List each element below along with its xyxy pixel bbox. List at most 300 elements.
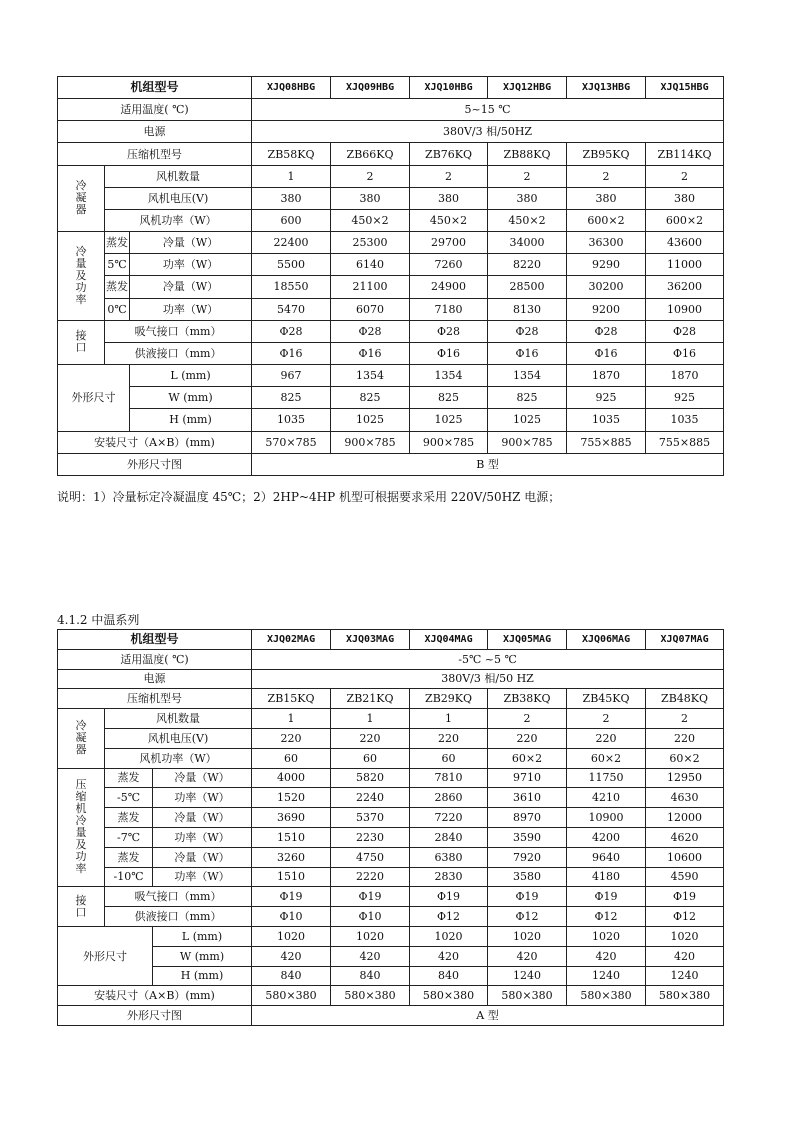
table-cell: 4210 [567,788,646,808]
table-cell: Φ16 [488,342,567,364]
table-cell: 1354 [410,365,488,387]
table-cell: 2 [646,165,724,187]
model-cell: XJQ10HBG [410,77,488,99]
row-label: 外形尺寸图 [58,453,252,475]
table-row [58,77,724,99]
row-label: 风机电压(V) [105,728,252,748]
table-row [58,232,724,254]
table-cell: 580×380 [646,986,724,1006]
model-cell: XJQ13HBG [567,77,646,99]
table-cell: 2830 [410,867,488,887]
table-cell: 840 [331,966,410,986]
table-cell: 220 [410,728,488,748]
table-cell: 36300 [567,232,646,254]
row-label: 冷量（W） [130,232,252,254]
table-cell: ZB29KQ [410,689,488,709]
table-cell: 380 [567,187,646,209]
model-cell: XJQ12HBG [488,77,567,99]
table-row [58,907,724,927]
port-group-label [58,320,105,364]
table-cell: Φ16 [646,342,724,364]
table-cell: 1 [331,709,410,729]
model-cell: XJQ08HBG [252,77,331,99]
table-cell: 60 [252,748,331,768]
evap-label: 蒸发 [105,808,153,828]
table-cell: 840 [252,966,331,986]
model-header: 机组型号 [58,77,252,99]
group-char: 率 [75,292,87,306]
table-row [58,453,724,475]
group-char: 及 [75,838,87,852]
table-cell: 420 [252,946,331,966]
group-char: 器 [75,203,87,217]
table-row [58,365,724,387]
table-cell: 2 [567,165,646,187]
group-char: 接 [75,893,87,907]
table-cell: Φ16 [410,342,488,364]
table-cell: 1240 [646,966,724,986]
table-cell: Φ16 [567,342,646,364]
table-cell: 220 [488,728,567,748]
group-char: 冷 [75,244,87,258]
table-cell: Φ28 [646,320,724,342]
table-cell: 5820 [331,768,410,788]
row-label: 冷量（W） [153,847,252,867]
table-row [58,165,724,187]
table-cell: 9200 [567,298,646,320]
table-cell: 1240 [567,966,646,986]
row-label: 安装尺寸（A×B）(mm) [58,431,252,453]
group-char: 及 [75,268,87,282]
table-row [58,827,724,847]
group-char: 凝 [75,731,87,745]
group-char: 冷 [75,814,87,828]
table-cell: Φ19 [331,887,410,907]
table-cell: 2860 [410,788,488,808]
table-row [58,966,724,986]
table-cell: 580×380 [488,986,567,1006]
table-cell: 570×785 [252,431,331,453]
table-cell: 420 [331,946,410,966]
table-row [58,649,724,669]
table-cell: ZB95KQ [567,143,646,165]
table-cell: ZB48KQ [646,689,724,709]
table-cell: 1025 [410,409,488,431]
table-cell: 7920 [488,847,567,867]
evap-temp: -10℃ [105,867,153,887]
table-cell: 580×380 [252,986,331,1006]
table-cell: 5370 [331,808,410,828]
group-char: 功 [75,850,87,864]
table-cell: 3580 [488,867,567,887]
evap-temp: -7℃ [105,827,153,847]
table-row [58,254,724,276]
table-cell: 2 [488,709,567,729]
table-cell: 1020 [410,926,488,946]
evap-label: 蒸发 [105,232,130,254]
condenser-group-label [58,709,105,768]
table-row [58,887,724,907]
table-row [58,431,724,453]
table-cell: 580×380 [567,986,646,1006]
table-cell: 925 [646,387,724,409]
drawing-value: A 型 [252,1006,724,1026]
table-cell: 1354 [488,365,567,387]
table-cell: 380 [488,187,567,209]
row-label: 功率（W） [153,867,252,887]
table-cell: 2840 [410,827,488,847]
table-cell: 580×380 [331,986,410,1006]
table-cell: 30200 [567,276,646,298]
table-cell: 450×2 [331,209,410,231]
table-cell: 2240 [331,788,410,808]
table-cell: 34000 [488,232,567,254]
table-cell: Φ28 [488,320,567,342]
table-cell: 10900 [646,298,724,320]
table-row [58,320,724,342]
table-cell: ZB15KQ [252,689,331,709]
table-cell: 2 [331,165,410,187]
row-label: 风机功率（W） [105,748,252,768]
row-label: 压缩机型号 [58,143,252,165]
table-cell: Φ19 [488,887,567,907]
table-cell: 3590 [488,827,567,847]
table-cell: 220 [331,728,410,748]
table-cell: 12000 [646,808,724,828]
table-row [58,867,724,887]
table-row [58,847,724,867]
table-cell: 1020 [567,926,646,946]
table-cell: 4620 [646,827,724,847]
row-label: 吸气接口（mm） [105,887,252,907]
table-cell: 380 [410,187,488,209]
table-cell: 8970 [488,808,567,828]
row-label: 功率（W） [130,254,252,276]
table-cell: 60×2 [488,748,567,768]
row-label: 风机数量 [105,709,252,729]
table-cell: 450×2 [488,209,567,231]
table-cell: ZB21KQ [331,689,410,709]
table-cell: 1520 [252,788,331,808]
table-cell: 1354 [331,365,410,387]
drawing-value: B 型 [252,453,724,475]
row-label: 冷量（W） [153,808,252,828]
table-cell: ZB58KQ [252,143,331,165]
table-cell: 840 [410,966,488,986]
table-cell: 5470 [252,298,331,320]
group-char: 压 [75,778,87,792]
table-cell: ZB66KQ [331,143,410,165]
group-char: 接 [75,329,87,343]
table-row [58,143,724,165]
table-cell: 1 [252,165,331,187]
table-cell: 755×885 [646,431,724,453]
group-char: 量 [75,826,87,840]
table-row [58,187,724,209]
table-row [58,342,724,364]
table-cell: 420 [410,946,488,966]
table-row [58,768,724,788]
table-cell: 3260 [252,847,331,867]
table-row [58,298,724,320]
table-row [58,1006,724,1026]
row-label: 电源 [58,669,252,689]
evap-label: 蒸发 [105,276,130,298]
table-cell: 220 [567,728,646,748]
table-cell: 7810 [410,768,488,788]
table-cell: 925 [567,387,646,409]
table-cell: 8130 [488,298,567,320]
table-row [58,121,724,143]
table-cell: 5500 [252,254,331,276]
port-group-label [58,887,105,927]
group-char: 冷 [75,719,87,733]
model-header: 机组型号 [58,630,252,650]
table-cell: 420 [488,946,567,966]
evap-temp: -5℃ [105,788,153,808]
table-cell: 28500 [488,276,567,298]
row-label: L (mm) [153,926,252,946]
power-value: 380V/3 相/50 HZ [252,669,724,689]
table-row [58,986,724,1006]
table-cell: 825 [252,387,331,409]
table-cell: 1240 [488,966,567,986]
row-label: H (mm) [153,966,252,986]
table-cell: 220 [252,728,331,748]
table-cell: 9640 [567,847,646,867]
table-cell: 600 [252,209,331,231]
table-cell: ZB76KQ [410,143,488,165]
table-cell: ZB88KQ [488,143,567,165]
table-cell: 4630 [646,788,724,808]
group-char: 凝 [75,191,87,205]
dims-group-label: 外形尺寸 [58,365,130,431]
table-cell: 1025 [488,409,567,431]
group-char: 器 [75,743,87,757]
table-cell: 7220 [410,808,488,828]
table-cell: 4750 [331,847,410,867]
table-cell: Φ16 [252,342,331,364]
row-label: H (mm) [130,409,252,431]
table-cell: 4200 [567,827,646,847]
table-cell: 1035 [567,409,646,431]
table-cell: 825 [331,387,410,409]
table-cell: 18550 [252,276,331,298]
table-cell: 3610 [488,788,567,808]
model-cell: XJQ09HBG [331,77,410,99]
table-cell: 900×785 [410,431,488,453]
table-cell: 6070 [331,298,410,320]
table-cell: 43600 [646,232,724,254]
model-cell: XJQ06MAG [567,630,646,650]
row-label: 适用温度( ℃) [58,649,252,669]
table-cell: 60 [331,748,410,768]
table-cell: 60×2 [646,748,724,768]
table-cell: Φ28 [410,320,488,342]
table-cell: 220 [646,728,724,748]
row-label: 电源 [58,121,252,143]
model-cell: XJQ15HBG [646,77,724,99]
model-cell: XJQ05MAG [488,630,567,650]
table-row [58,808,724,828]
row-label: W (mm) [130,387,252,409]
row-label: 压缩机型号 [58,689,252,709]
temp-value: -5℃ ~5 ℃ [252,649,724,669]
table-cell: 900×785 [488,431,567,453]
table-cell: 1035 [646,409,724,431]
evap-temp: 0℃ [105,298,130,320]
table-cell: ZB45KQ [567,689,646,709]
table-cell: 22400 [252,232,331,254]
row-label: 冷量（W） [153,768,252,788]
table-cell: Φ19 [567,887,646,907]
row-label: 功率（W） [130,298,252,320]
table-cell: 1 [410,709,488,729]
table-cell: 6380 [410,847,488,867]
model-cell: XJQ07MAG [646,630,724,650]
table-cell: 60 [410,748,488,768]
table-row [58,669,724,689]
table-cell: Φ28 [331,320,410,342]
table-row [58,728,724,748]
evap-temp: 5℃ [105,254,130,276]
group-char: 功 [75,280,87,294]
power-value: 380V/3 相/50HZ [252,121,724,143]
table-cell: 1870 [646,365,724,387]
table-row [58,788,724,808]
table-row [58,709,724,729]
row-label: 供液接口（mm） [105,907,252,927]
table-cell: 11750 [567,768,646,788]
row-label: 安装尺寸（A×B）(mm) [58,986,252,1006]
table-cell: 11000 [646,254,724,276]
table-row [58,387,724,409]
row-label: 风机电压(V) [105,187,252,209]
table-cell: 755×885 [567,431,646,453]
table-cell: ZB114KQ [646,143,724,165]
table-cell: 2 [410,165,488,187]
table-row [58,209,724,231]
group-char: 口 [75,905,87,919]
table-cell: 1020 [646,926,724,946]
table-cell: 1020 [252,926,331,946]
table-cell: Φ12 [410,907,488,927]
group-char: 量 [75,256,87,270]
high-temp-spec-table [57,76,724,476]
evap-label: 蒸发 [105,847,153,867]
table-cell: 2 [646,709,724,729]
model-cell: XJQ02MAG [252,630,331,650]
table-row [58,99,724,121]
table-cell: 2 [488,165,567,187]
table-cell: ZB38KQ [488,689,567,709]
row-label: 风机数量 [105,165,252,187]
group-char: 冷 [75,179,87,193]
table-cell: 2220 [331,867,410,887]
table-cell: 1020 [488,926,567,946]
group-char: 缩 [75,790,87,804]
table-cell: 8220 [488,254,567,276]
table-row [58,630,724,650]
table-row [58,276,724,298]
model-cell: XJQ04MAG [410,630,488,650]
table-cell: 420 [567,946,646,966]
table-cell: 7180 [410,298,488,320]
table-cell: 29700 [410,232,488,254]
table-cell: 9290 [567,254,646,276]
table-cell: Φ19 [252,887,331,907]
table-cell: 36200 [646,276,724,298]
table-cell: 1025 [331,409,410,431]
table-row [58,689,724,709]
temp-value: 5~15 ℃ [252,99,724,121]
table-cell: 600×2 [646,209,724,231]
table-cell: 60×2 [567,748,646,768]
capacity-group-label [58,232,105,321]
table-cell: 450×2 [410,209,488,231]
table-cell: 1035 [252,409,331,431]
table-cell: 21100 [331,276,410,298]
table-row [58,946,724,966]
row-label: 供液接口（mm） [105,342,252,364]
table-cell: 580×380 [410,986,488,1006]
table-cell: 900×785 [331,431,410,453]
table-cell: 1 [252,709,331,729]
table-cell: 4000 [252,768,331,788]
capacity-group-label [58,768,105,887]
table-cell: 380 [252,187,331,209]
table-cell: 1510 [252,827,331,847]
table-row [58,748,724,768]
section-title: 4.1.2 中温系列 [57,613,140,627]
table-cell: 1870 [567,365,646,387]
table-cell: 1020 [331,926,410,946]
row-label: 冷量（W） [130,276,252,298]
table-cell: Φ16 [331,342,410,364]
group-char: 率 [75,862,87,876]
group-char: 机 [75,802,87,816]
table-cell: Φ12 [646,907,724,927]
table-cell: Φ12 [567,907,646,927]
row-label: 风机功率（W） [105,209,252,231]
table-cell: 24900 [410,276,488,298]
table-cell: 825 [488,387,567,409]
note-text: 说明：1）冷量标定冷凝温度 45℃；2）2HP~4HP 机型可根据要求采用 220V/50HZ 电源； [57,490,561,504]
row-label: L (mm) [130,365,252,387]
table-cell: 825 [410,387,488,409]
table-cell: 600×2 [567,209,646,231]
row-label: 功率（W） [153,827,252,847]
evap-label: 蒸发 [105,768,153,788]
table-cell: Φ28 [567,320,646,342]
table-cell: Φ19 [646,887,724,907]
table-cell: Φ28 [252,320,331,342]
table-cell: 380 [331,187,410,209]
table-cell: 7260 [410,254,488,276]
table-cell: 10600 [646,847,724,867]
table-cell: 12950 [646,768,724,788]
table-cell: 4180 [567,867,646,887]
condenser-group-label [58,165,105,231]
row-label: 吸气接口（mm） [105,320,252,342]
table-cell: Φ12 [488,907,567,927]
table-cell: 10900 [567,808,646,828]
table-row [58,409,724,431]
model-cell: XJQ03MAG [331,630,410,650]
table-cell: 4590 [646,867,724,887]
table-cell: 420 [646,946,724,966]
table-cell: 25300 [331,232,410,254]
